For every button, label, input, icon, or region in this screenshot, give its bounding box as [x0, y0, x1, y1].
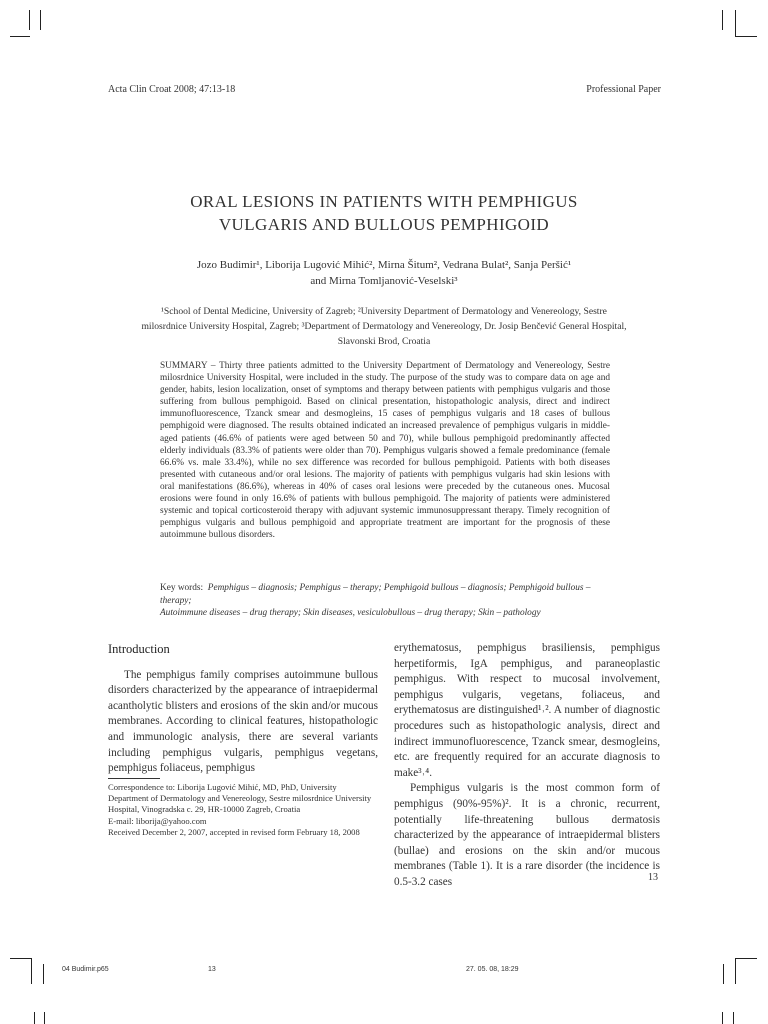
crop-mark — [44, 1012, 45, 1024]
correspondence-email: E-mail: liborija@yahoo.com — [108, 815, 207, 826]
crop-mark — [40, 10, 41, 30]
crop-mark — [735, 958, 736, 984]
affiliation-line: ¹School of Dental Medicine, University of Zagreb; ²University Department of Dermatology and Venereology, Sestre — [161, 306, 607, 317]
crop-mark — [43, 964, 44, 984]
body-paragraph: Pemphigus vulgaris is the most common form of pemphigus (90%-95%)². It is a chronic, recurrent, potentially life-threatening bullous dermatosis characterized by the appearance of intraepidermal blisters (bullae) and erosions on the skin and/or mucous membranes (Table 1). It is a rare disorder (the incidence is 0.5-3.2 cases — [394, 782, 660, 888]
affiliations — [108, 304, 660, 349]
section-heading: Introduction — [108, 642, 170, 656]
journal-citation: Acta Clin Croat 2008; 47:13-18 — [108, 84, 236, 95]
keywords-line: Pemphigus – diagnosis; Pemphigus – therapy; Pemphigoid bullous – diagnosis; Pemphigoid bullous – therapy; — [160, 583, 591, 606]
crop-mark — [733, 1012, 734, 1024]
received-dates: Received December 2, 2007, accepted in revised form February 18, 2008 — [108, 826, 360, 837]
body-paragraph: The pemphigus family comprises autoimmune bullous disorders characterized by the appearance of intraepidermal acantholytic blisters and erosions of the skin and/or mucous membranes. According to clinical features, histopathologic and immunologic analysis, there are several variants including pemphigus vulgaris, pemphigus vegetans, pemphigus foliaceus, pemphigus — [108, 668, 378, 775]
crop-mark — [29, 10, 30, 30]
author-line: Jozo Budimir¹, Liborija Lugović Mihić², Mirna Šitum², Vedrana Bulat², Sanja Peršić¹ — [196, 259, 572, 271]
crop-mark — [723, 964, 724, 984]
body-paragraph: erythematosus, pemphigus brasiliensis, pemphigus herpetiformis, IgA pemphigus, and paraneoplastic pemphigus. With respect to mucosal involvement, pemphigus vulgaris, vegetans, foliaceus, and erythematosus are distinguished¹˒². A number of diagnostic procedures such as histopathologic analysis, direct and indirect immunofluorescence, Tzanck smear, desmogleins, etc. are frequently required for an accurate diagnosis to make³˒⁴. — [394, 642, 660, 779]
slug-page: 13 — [208, 966, 216, 973]
slug-filename: 04 Budimir.p65 — [62, 966, 109, 973]
author-list — [120, 257, 648, 289]
crop-mark — [722, 1012, 723, 1024]
title-line: VULGARIS AND BULLOUS PEMPHIGOID — [218, 215, 550, 234]
crop-mark — [10, 36, 30, 37]
crop-mark — [722, 10, 723, 30]
keywords — [160, 582, 610, 620]
article-title — [100, 190, 668, 236]
correspondence-note — [108, 782, 378, 838]
author-line: and Mirna Tomljanović-Veselski³ — [310, 275, 458, 287]
crop-mark — [31, 958, 32, 984]
crop-mark — [735, 36, 757, 37]
keywords-label: Key words: — [160, 583, 204, 593]
page-number: 13 — [648, 872, 658, 883]
crop-mark — [34, 1012, 35, 1024]
abstract: SUMMARY – Thirty three patients admitted to the University Department of Dermatology and Venereology, Sestre milosrdnice University Hospital, were included in the study. The purpose of the study was to compare data on age and gender, habits, lesion localization, onset of symptoms and therapy between patients with pemphigus vulgaris and those suffering from bullous pemphigoid. Based on clinical presentation, histopathologic analysis, direct and indirect immunofluorescence, Tzanck smear and desmogleins, 15 cases of pemphigus vulgaris and 18 cases of bullous pemphigoid were diagnosed. The results obtained indicated an increased prevalence of pemphigus vulgaris in middle-aged patients (46.6% of patients were aged between 50 and 70), while bullous pemphigoid predominantly affected elderly individuals (83.3% of patients were older than 70). Pemphigus vulgaris showed a female predominance (female 66.6% vs. male 33.4%), while no sex difference was recorded for bullous pemphigoid. Patients with both diseases presented with cutaneous and/or oral lesions. The majority of patients with pemphigus vulgaris had skin lesions with oral manifestations (86.6%), whereas in 40% of cases oral lesions were preceded by the cutaneous ones. Mucosal erosions were found in only 16.6% of patients with bullous pemphigoid. The majority of patients were administered systemic and topical corticosteroid therapy with adjuvant systemic immunosuppressant therapy. Timely recognition of pemphigus vulgaris and bullous pemphigoid and appropriate treatment are important for the prognosis of these autoimmune bullous disorders. — [160, 361, 610, 541]
footnote-rule — [108, 778, 160, 779]
crop-mark — [735, 10, 736, 36]
crop-mark — [10, 958, 32, 959]
slug-timestamp: 27. 05. 08, 18:29 — [466, 966, 519, 973]
article-type: Professional Paper — [586, 84, 661, 95]
title-line: ORAL LESIONS IN PATIENTS WITH PEMPHIGUS — [190, 192, 578, 211]
affiliation-line: Slavonski Brod, Croatia — [337, 336, 431, 347]
affiliation-line: milosrdnice University Hospital, Zagreb; ³Department of Dermatology and Venereology, Dr. Josip Benčević General Hospital, — [141, 321, 627, 332]
keywords-line: Autoimmune diseases – drug therapy; Skin diseases, vesiculobullous – drug therapy; Skin – pathology — [160, 608, 541, 618]
left-column — [108, 642, 378, 777]
right-column — [394, 641, 660, 891]
crop-mark — [735, 958, 757, 959]
correspondence-address: Correspondence to: Liborija Lugović Mihić, MD, PhD, University Department of Dermatology and Venereology, Sestre milosrdnice University Hospital, Vinogradska c. 29, HR-10000 Zagreb, Croatia — [108, 782, 372, 815]
